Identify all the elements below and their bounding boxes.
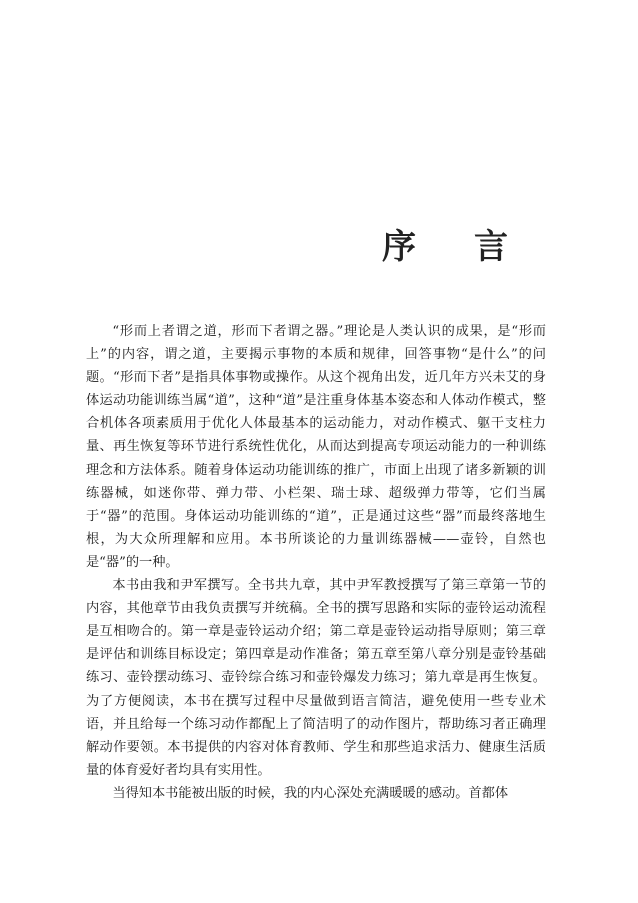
paragraph-1: “形而上者谓之道，形而下者谓之器。”理论是人类认识的成果，是“形而上”的内容，谓之道，主要揭示事物的本质和规律，回答事物“是什么”的问题。“形而下者”是指具体事物或操作。从这个视角出发，近几年方兴未艾的身体运动功能训练当属“道”，这种“道”是注重身体基本姿态和人体动作模式，整合机体各项素质用于优化人体最基本的运动能力，对动作模式、躯干支柱力量、再生恢复等环节进行系统性优化，从而达到提高专项运动能力的一种训练理念和方法体系。随着身体运动功能训练的推广，市面上出现了诸多新颖的训练器械，如迷你带、弹力带、小栏架、瑞士球、超级弹力带等，它们当属于“器”的范围。身体运动功能训练的“道”，正是通过这些“器”而最终落地生根，为大众所理解和应用。本书所谈论的力量训练器械——壶铃，自然也是“器”的一种。 <box>86 324 546 570</box>
title-char-2: 言 <box>474 227 508 267</box>
paragraph-3: 当得知本书能被出版的时候，我的内心深处充满暖暖的感动。首都体 <box>112 785 509 801</box>
preface-body <box>86 320 546 805</box>
paragraph-2: 本书由我和尹军撰写。全书共九章，其中尹军教授撰写了第三章第一节的内容，其他章节由我负责撰写并统稿。全书的撰写思路和实际的壶铃运动流程是互相吻合的。第一章是壶铃运动介绍；第二章是壶铃运动指导原则；第三章是评估和训练目标设定；第四章是动作准备；第五章至第八章分别是壶铃基础练习、壶铃摆动练习、壶铃综合练习和壶铃爆发力练习；第九章是再生恢复。为了方便阅读，本书在撰写过程中尽量做到语言简洁，避免使用一些专业术语，并且给每一个练习动作都配上了简洁明了的动作图片，帮助练习者正确理解动作要领。本书提供的内容对体育教师、学生和那些追求活力、健康生活质量的体育爱好者均具有实用性。 <box>86 578 546 778</box>
title-char-1: 序 <box>382 227 416 267</box>
page-title <box>382 222 512 272</box>
